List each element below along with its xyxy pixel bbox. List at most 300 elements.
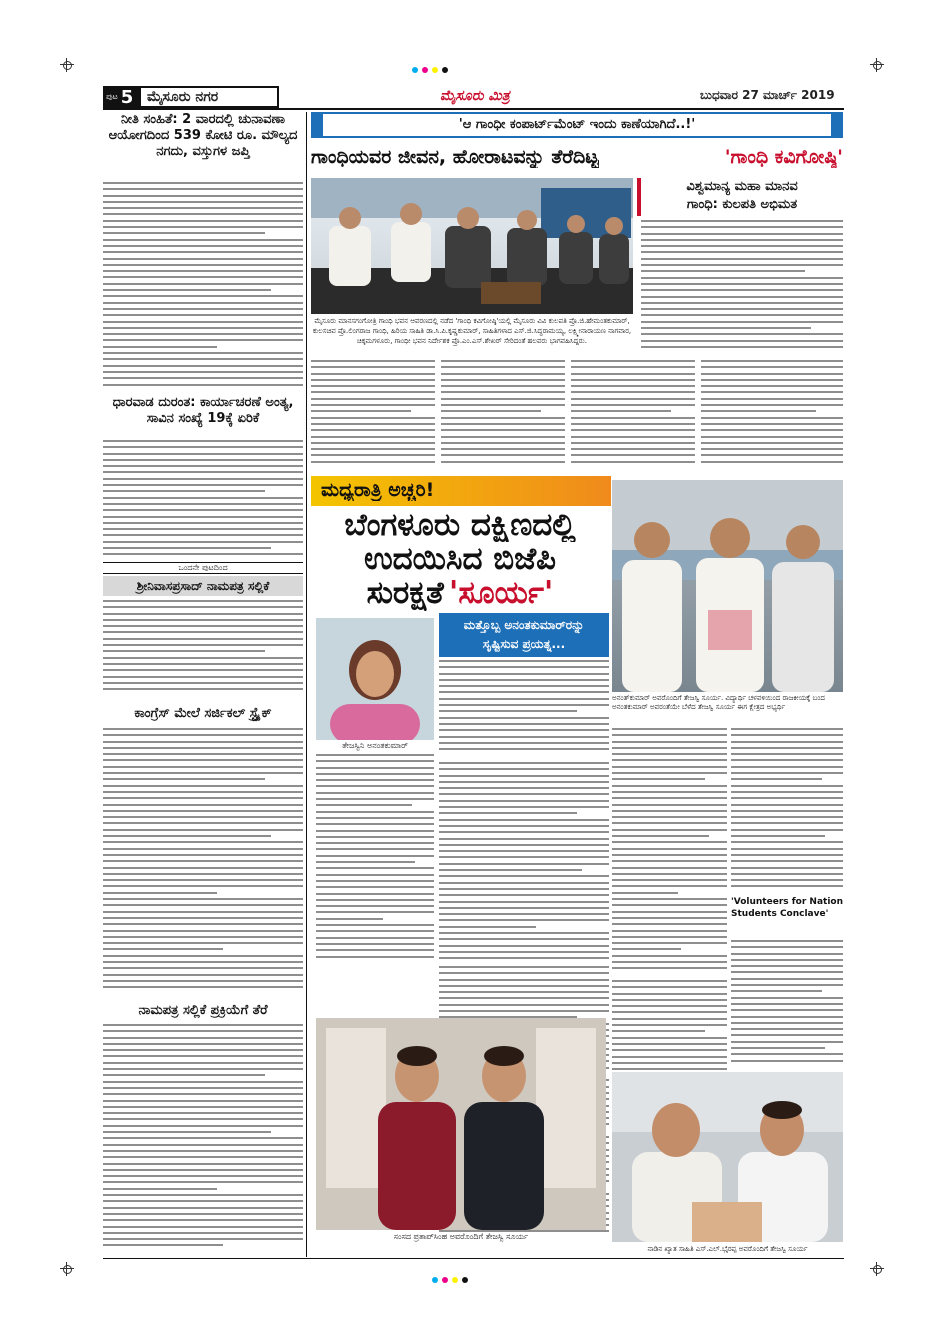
- gandhi-body-col4: [701, 360, 843, 472]
- body-text-line: [103, 759, 303, 761]
- body-text-line: [103, 188, 303, 190]
- body-text-line: [316, 893, 434, 895]
- body-text-line: [731, 772, 843, 774]
- body-text-line: [103, 289, 271, 291]
- body-text-line: [571, 442, 695, 444]
- gandhi-event-photo-art: [311, 178, 633, 314]
- body-text-line: [103, 797, 303, 799]
- body-text-line: [103, 669, 303, 671]
- body-text-line: [731, 885, 843, 887]
- body-text-line: [441, 391, 565, 393]
- body-text-line: [701, 366, 843, 368]
- body-text-line: [439, 907, 609, 909]
- body-text-line: [103, 904, 303, 906]
- body-text-line: [731, 940, 843, 942]
- body-text-line: [103, 638, 303, 640]
- body-text-line: [439, 991, 609, 993]
- body-text-line: [731, 848, 843, 850]
- body-text-line: [103, 497, 303, 499]
- continued-label: ಒಂದನೇ ಪುಟದಿಂದ: [178, 563, 228, 572]
- body-text-line: [731, 785, 843, 787]
- body-text-line: [103, 245, 303, 247]
- body-text-line: [641, 220, 843, 222]
- body-text-line: [439, 938, 609, 940]
- body-text-line: [731, 1003, 843, 1005]
- body-text-line: [103, 1081, 303, 1083]
- body-text-line: [701, 379, 843, 381]
- body-text-line: [439, 913, 609, 915]
- surya-headline-line1: ಬೆಂಗಳೂರು ದಕ್ಷಿಣದಲ್ಲಿ: [344, 508, 576, 542]
- gandhi-side-box: [637, 178, 843, 216]
- body-text-line: [103, 600, 303, 602]
- bhyrappa-surya-caption: ನಾಡಿನ ಖ್ಯಾತ ಸಾಹಿತಿ ಎಸ್.ಎಲ್.ಭೈರಪ್ಪ ಅವರೊಂದಿಗೆ ತೇಜಸ್ವಿ ಸೂರ್ಯ: [647, 1245, 808, 1253]
- body-text-line: [612, 1049, 727, 1051]
- gandhi-event-photo: [311, 178, 633, 314]
- body-text-line: [316, 842, 434, 844]
- body-text-line: [103, 201, 303, 203]
- body-text-line: [701, 373, 843, 375]
- body-text-line: [103, 657, 303, 659]
- body-text-line: [311, 366, 435, 368]
- body-text-line: [103, 264, 303, 266]
- body-text-line: [612, 772, 727, 774]
- body-text-line: [612, 734, 727, 736]
- body-text-line: [439, 972, 609, 974]
- bhyrappa-surya-photo-art: [612, 1072, 843, 1242]
- body-text-line: [311, 398, 435, 400]
- surya-kicker: ಮಧ್ಯರಾತ್ರಿ ಅಚ್ಚರಿ!: [321, 479, 435, 501]
- body-text-line: [612, 1062, 727, 1064]
- body-text-line: [103, 516, 303, 518]
- body-text-line: [612, 797, 727, 799]
- body-text-line: [103, 308, 303, 310]
- body-text-line: [103, 898, 303, 900]
- body-text-line: [731, 734, 843, 736]
- body-text-line: [439, 919, 609, 921]
- body-text-line: [103, 1106, 303, 1108]
- body-text-line: [316, 949, 434, 951]
- body-text-line: [439, 850, 609, 852]
- body-text-line: [641, 277, 843, 279]
- anantkumar-surya-caption: ಅನಂತ್‌ಕುಮಾರ್ ಅವರೊಂದಿಗೆ ತೇಜಸ್ವಿ ಸೂರ್ಯ. ವಿದ್ಯಾರ್ಥಿ ಚಳವಳಿಯಿಂದ ರಾಜಕೀಯಕ್ಕೆ ಬಂದ ಅನಂತಕುಮಾರ್ ಅವರಂತೆಯೇ ಬೆಳೆದ ತೇಜಸ್ವಿ ಸೂರ್ಯ ಈಗ ಕ್ಷೇತ್ರದ ಅಭ್ಯರ್ಥಿ: [612, 694, 825, 711]
- body-text-line: [103, 1131, 271, 1133]
- body-text-line: [571, 429, 695, 431]
- body-text-line: [311, 360, 435, 362]
- body-text-line: [103, 333, 303, 335]
- body-text-line: [439, 945, 609, 947]
- surya-kicker-bar: [311, 476, 611, 506]
- body-text-line: [612, 936, 727, 938]
- body-text-line: [439, 894, 609, 896]
- body-text-line: [311, 404, 435, 406]
- story-srinivasaprasad: [103, 576, 303, 596]
- body-text-line: [103, 295, 303, 297]
- body-text-line: [641, 302, 843, 304]
- pratap-surya-caption: ಸಂಸದ ಪ್ರತಾಪ್‌ಸಿಂಹ ಅವರೊಂದಿಗೆ ತೇಜಸ್ವಿ ಸೂರ್ಯ: [393, 1232, 529, 1241]
- body-text-line: [103, 446, 303, 448]
- body-text-line: [439, 831, 609, 833]
- body-text-line: [731, 778, 822, 780]
- body-text-line: [103, 1024, 303, 1026]
- body-text-line: [103, 1049, 303, 1051]
- body-text-line: [316, 754, 434, 756]
- body-text-line: [441, 373, 565, 375]
- body-text-line: [441, 429, 565, 431]
- body-text-line: [311, 454, 435, 456]
- body-text-line: [612, 930, 727, 932]
- body-text-line: [439, 869, 582, 871]
- body-text-line: [701, 442, 843, 444]
- surya-headline-line2: ಉದಯಿಸಿದ ಬಿಜೆಪಿ: [363, 542, 557, 576]
- body-text-line: [439, 800, 609, 802]
- left-column-divider: [306, 112, 307, 1257]
- body-text-line: [612, 854, 727, 856]
- body-text-line: [103, 791, 303, 793]
- body-text-line: [316, 867, 434, 869]
- body-text-line: [103, 841, 303, 843]
- body-text-line: [612, 804, 727, 806]
- body-text-line: [103, 346, 217, 348]
- body-text-line: [103, 619, 303, 621]
- body-text-line: [612, 1037, 727, 1039]
- body-text-line: [103, 1037, 303, 1039]
- issue-date: ಬುಧವಾರ 27 ಮಾರ್ಚ್ 2019: [700, 88, 835, 102]
- body-text-line: [316, 924, 434, 926]
- body-text-line: [316, 930, 434, 932]
- body-text-line: [103, 955, 303, 957]
- body-text-line: [571, 423, 695, 425]
- body-text-line: [701, 398, 843, 400]
- surya-body-intro: [439, 660, 609, 760]
- masthead-rule: [103, 108, 844, 110]
- body-text-line: [731, 959, 843, 961]
- body-text-line: [103, 967, 303, 969]
- body-text-line: [612, 993, 727, 995]
- anantkumar-surya-photo-art: [612, 480, 843, 692]
- body-text-line: [731, 1016, 843, 1018]
- body-text-line: [103, 879, 303, 881]
- gandhi-headline-quote: 'ಗಾಂಧಿ ಕವಿಗೋಷ್ಠಿ': [724, 146, 843, 168]
- body-text-line: [103, 650, 265, 652]
- body-text-line: [311, 379, 435, 381]
- body-text-line: [731, 810, 843, 812]
- body-text-line: [103, 873, 303, 875]
- body-text-line: [731, 766, 843, 768]
- body-text-line: [103, 553, 303, 555]
- body-text-line: [103, 816, 303, 818]
- body-text-line: [731, 1022, 843, 1024]
- body-text-line: [103, 892, 217, 894]
- body-text-line: [701, 404, 843, 406]
- body-text-line: [701, 448, 843, 450]
- body-text-line: [731, 1009, 843, 1011]
- body-text-line: [103, 1068, 303, 1070]
- body-text-line: [612, 942, 727, 944]
- page-number-box: [103, 86, 139, 108]
- body-text-line: [439, 781, 609, 783]
- body-text-line: [103, 1087, 303, 1089]
- body-text-line: [439, 888, 609, 890]
- body-text-line: [612, 816, 727, 818]
- body-text-line: [103, 663, 303, 665]
- body-text-line: [103, 980, 303, 982]
- body-text-line: [441, 410, 541, 412]
- body-text-line: [731, 867, 843, 869]
- body-text-line: [731, 971, 843, 973]
- gandhi-body-col1: [311, 360, 435, 472]
- body-text-line: [439, 979, 609, 981]
- body-text-line: [103, 688, 303, 690]
- gandhi-body-col3: [571, 360, 695, 472]
- body-text-line: [103, 766, 303, 768]
- body-text-line: [103, 1062, 303, 1064]
- body-text-line: [103, 1207, 303, 1209]
- body-text-line: [439, 844, 609, 846]
- body-text-line: [439, 1010, 609, 1012]
- body-text-line: [103, 270, 303, 272]
- body-text-line: [103, 471, 303, 473]
- body-text-line: [441, 436, 565, 438]
- story-dharwad-title: ಧಾರವಾಡ ದುರಂತ: ಕಾರ್ಯಾಚರಣೆ ಅಂತ್ಯ, ಸಾವಿನ ಸಂಖ್ಯೆ 19ಕ್ಕೆ ಏರಿಕೆ: [112, 395, 294, 426]
- body-text-line: [311, 423, 435, 425]
- body-text-line: [612, 867, 727, 869]
- body-text-line: [316, 880, 434, 882]
- body-text-line: [612, 1018, 727, 1020]
- body-text-line: [439, 856, 609, 858]
- body-text-line: [731, 835, 825, 837]
- body-text-line: [103, 986, 303, 988]
- body-text-line: [311, 417, 435, 419]
- body-text-line: [612, 885, 727, 887]
- body-text-line: [103, 835, 271, 837]
- body-text-line: [103, 339, 303, 341]
- body-text-line: [103, 195, 303, 197]
- body-text-line: [103, 1163, 303, 1165]
- body-text-line: [103, 867, 303, 869]
- registration-mark-bottom-left: [60, 1262, 74, 1276]
- body-text-line: [439, 819, 609, 821]
- body-text-line: [103, 283, 303, 285]
- body-text-line: [571, 366, 695, 368]
- body-text-line: [103, 772, 303, 774]
- body-text-line: [316, 855, 434, 857]
- body-text-line: [103, 384, 303, 386]
- body-text-line: [316, 804, 412, 806]
- body-text-line: [641, 327, 811, 329]
- body-text-line: [439, 1004, 609, 1006]
- body-text-line: [316, 798, 434, 800]
- bottom-rule: [103, 1258, 844, 1259]
- body-text-line: [316, 792, 434, 794]
- body-text-line: [103, 785, 303, 787]
- gandhi-kicker: 'ಆ ಗಾಂಧೀ ಕಂಪಾರ್ಟ್‌ಮೆಂಟ್ ಇಂದು ಕಾಣೆಯಾಗಿದೆ..!': [458, 117, 696, 132]
- body-text-line: [701, 461, 843, 463]
- body-text-line: [103, 728, 303, 730]
- body-text-line: [731, 1041, 843, 1043]
- body-text-line: [439, 762, 609, 764]
- body-text-line: [439, 660, 609, 662]
- body-text-line: [439, 742, 609, 744]
- body-text-line: [641, 233, 843, 235]
- body-text-line: [103, 1156, 303, 1158]
- body-text-line: [311, 410, 411, 412]
- body-text-line: [316, 830, 434, 832]
- body-text-line: [612, 892, 678, 894]
- body-text-line: [103, 478, 303, 480]
- body-text-line: [103, 1219, 303, 1221]
- body-text-line: [103, 440, 303, 442]
- body-text-line: [731, 822, 843, 824]
- registration-mark-bottom-right: [870, 1262, 884, 1276]
- body-text-line: [103, 276, 303, 278]
- body-text-line: [612, 766, 727, 768]
- body-text-line: [103, 327, 303, 329]
- body-text-line: [439, 723, 609, 725]
- body-text-line: [103, 182, 303, 184]
- continued-banner: [103, 562, 303, 574]
- body-text-line: [612, 829, 727, 831]
- body-text-line: [103, 1043, 303, 1045]
- surya-body-col3: [612, 728, 727, 978]
- story-surgical-strike-body: [103, 728, 303, 998]
- body-text-line: [612, 1056, 727, 1058]
- body-text-line: [439, 966, 609, 968]
- body-text-line: [701, 423, 843, 425]
- body-text-line: [571, 448, 695, 450]
- story-539-crore-title: ನೀತಿ ಸಂಹಿತೆ: 2 ವಾರದಲ್ಲಿ ಚುನಾವಣಾ ಆಯೋಗದಿಂದ 539 ಕೋಟಿ ರೂ. ಮೌಲ್ಯದ ನಗದು, ವಸ್ತುಗಳ ಜಪ್ತಿ: [108, 112, 298, 159]
- color-bar-bottom: [430, 1268, 470, 1287]
- body-text-line: [612, 753, 727, 755]
- gandhi-side-body: [641, 220, 843, 356]
- body-text-line: [103, 1200, 303, 1202]
- body-text-line: [731, 854, 843, 856]
- body-text-line: [311, 385, 435, 387]
- body-text-line: [103, 961, 303, 963]
- body-text-line: [103, 1055, 303, 1057]
- body-text-line: [612, 841, 727, 843]
- body-text-line: [441, 385, 565, 387]
- body-text-line: [103, 1074, 265, 1076]
- body-text-line: [701, 454, 843, 456]
- gandhi-side-subtitle: ಗಾಂಧಿ: ಕುಲಪತಿ ಅಭಿಮತ: [686, 197, 798, 212]
- body-text-line: [103, 1144, 303, 1146]
- body-text-line: [103, 747, 303, 749]
- tejaswini-portrait: [316, 618, 434, 740]
- body-text-line: [731, 860, 843, 862]
- body-text-line: [103, 822, 303, 824]
- body-text-line: [731, 1047, 825, 1049]
- section-title: ಮೈಸೂರು ನಗರ: [147, 89, 219, 105]
- body-text-line: [316, 848, 434, 850]
- body-text-line: [612, 747, 727, 749]
- body-text-line: [612, 1030, 705, 1032]
- body-text-line: [441, 454, 565, 456]
- body-text-line: [103, 1150, 303, 1152]
- body-text-line: [103, 302, 303, 304]
- body-text-line: [316, 836, 434, 838]
- body-text-line: [439, 863, 609, 865]
- story-srinivasaprasad-title: ಶ್ರೀನಿವಾಸಪ್ರಸಾದ್ ನಾಮಪತ್ರ ಸಲ್ಲಿಕೆ: [136, 579, 270, 593]
- body-text-line: [103, 804, 303, 806]
- body-text-line: [439, 825, 609, 827]
- body-text-line: [701, 429, 843, 431]
- body-text-line: [731, 984, 843, 986]
- body-text-line: [571, 436, 695, 438]
- story-srinivasaprasad-body: [103, 600, 303, 700]
- story-nomination-close-title: ನಾಮಪತ್ರ ಸಲ್ಲಿಕೆ ಪ್ರಕ್ರಿಯೆಗೆ ತೆರೆ: [138, 1003, 268, 1018]
- body-text-line: [103, 753, 303, 755]
- body-text-line: [641, 258, 843, 260]
- story-dharwad: [103, 395, 303, 439]
- surya-sub-banner: [439, 613, 609, 657]
- story-539-crore: [103, 112, 303, 178]
- body-text-line: [731, 965, 843, 967]
- surya-sub-line1: ಮತ್ತೊಬ್ಬ ಅನಂತಕುಮಾರ್‌ರನ್ನು: [463, 618, 585, 632]
- body-text-line: [316, 760, 434, 762]
- body-text-line: [731, 791, 843, 793]
- gandhi-kicker-accent-right: [831, 114, 841, 136]
- body-text-line: [612, 835, 709, 837]
- body-text-line: [316, 918, 383, 920]
- conclave-highlight: [731, 896, 843, 936]
- body-text-line: [103, 778, 265, 780]
- gandhi-body-col2: [441, 360, 565, 472]
- body-text-line: [103, 358, 303, 360]
- body-text-line: [103, 1125, 303, 1127]
- body-text-line: [311, 373, 435, 375]
- body-text-line: [103, 377, 303, 379]
- body-text-line: [103, 1226, 303, 1228]
- body-text-line: [731, 753, 843, 755]
- gandhi-kicker-accent-left: [313, 114, 323, 136]
- gandhi-headline-row: [311, 142, 843, 176]
- body-text-line: [316, 773, 434, 775]
- body-text-line: [641, 333, 843, 335]
- body-text-line: [316, 937, 434, 939]
- story-surgical-strike: [103, 702, 303, 726]
- body-text-line: [316, 874, 434, 876]
- body-text-line: [439, 875, 609, 877]
- body-text-line: [103, 1137, 303, 1139]
- surya-body-col2: [439, 762, 609, 964]
- body-text-line: [103, 631, 303, 633]
- body-text-line: [439, 957, 609, 959]
- body-text-line: [103, 1238, 303, 1240]
- body-text-line: [439, 748, 609, 750]
- body-text-line: [571, 417, 695, 419]
- body-text-line: [641, 340, 843, 342]
- body-text-line: [612, 785, 727, 787]
- conclave-name: 'Volunteers for Nation Students Conclave': [731, 897, 843, 919]
- body-text-line: [439, 710, 577, 712]
- body-text-line: [103, 860, 303, 862]
- body-text-line: [103, 885, 303, 887]
- body-text-line: [612, 873, 727, 875]
- body-text-line: [103, 503, 303, 505]
- body-text-line: [439, 736, 609, 738]
- body-text-line: [316, 785, 434, 787]
- body-text-line: [103, 220, 303, 222]
- surya-body-col1: [316, 754, 434, 964]
- body-text-line: [103, 321, 303, 323]
- section-title-box: [139, 86, 279, 108]
- surya-sub-line2: ಸೃಷ್ಟಿಸುವ ಪ್ರಯತ್ನ...: [482, 637, 566, 651]
- body-text-line: [103, 1118, 303, 1120]
- body-text-line: [641, 308, 843, 310]
- body-text-line: [441, 442, 565, 444]
- body-text-line: [612, 810, 727, 812]
- body-text-line: [103, 490, 265, 492]
